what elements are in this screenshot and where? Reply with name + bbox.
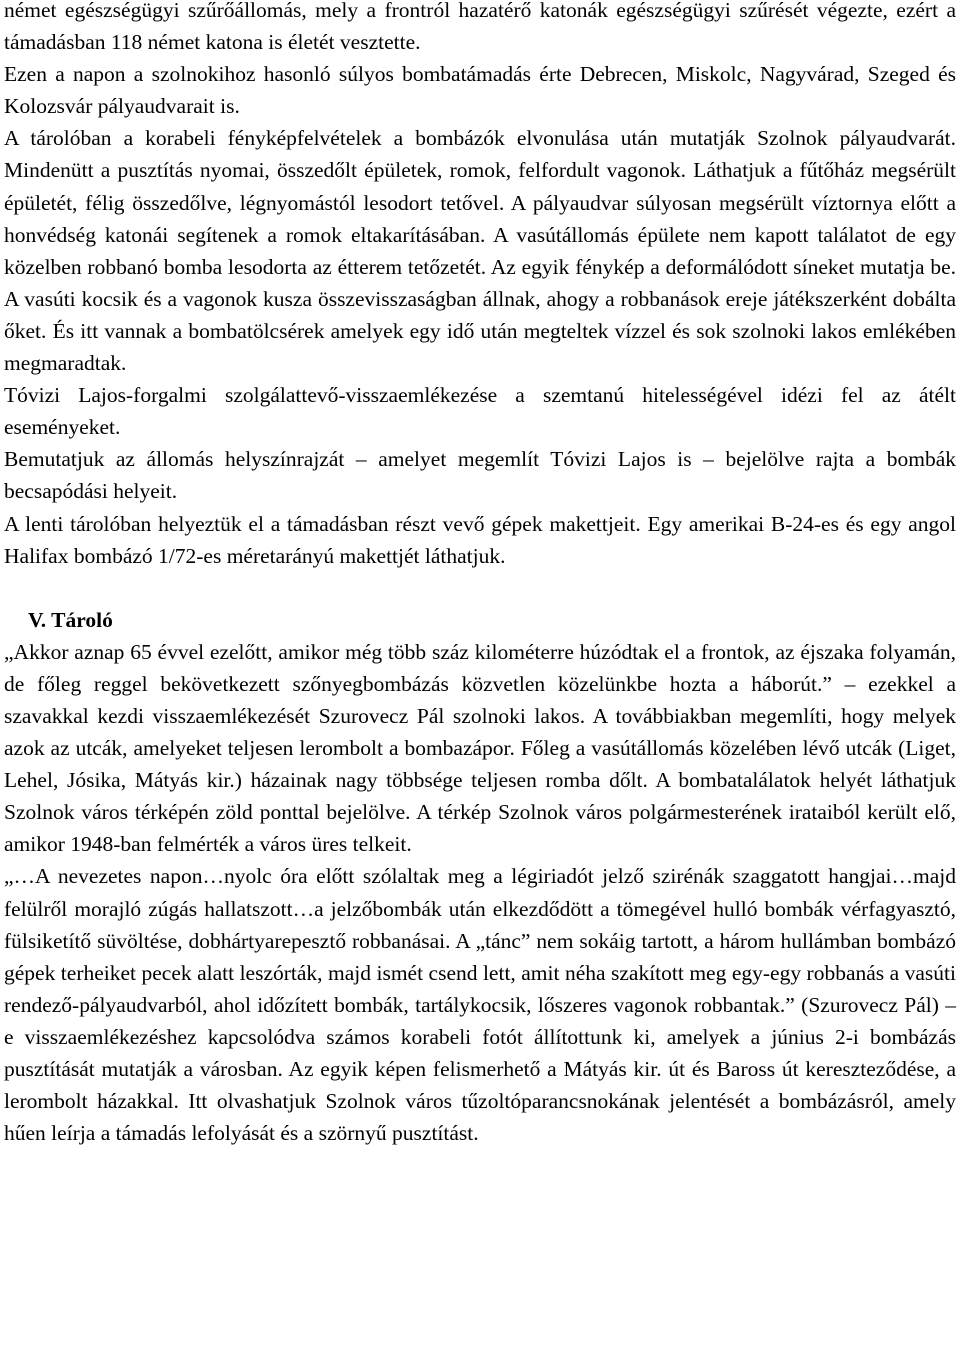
- paragraph-site-plan: Bemutatjuk az állomás helyszínrajzát – amelyet megemlít Tóvizi Lajos is – bejelölve rajta a bombák becsapódási helyeit.: [4, 447, 956, 504]
- paragraph-bombing-account: „…A nevezetes napon…nyolc óra előtt szólaltak meg a légiriadót jelző szirénák szaggatott hangjai…majd felülről morajló zúgás hallatszott…a jelzőbombák után elkezdődött a tömegével hulló bombák vérfagyasztó, fülsiketítő süvöltése, dobhártyarepesztő robbanásai. A „tánc” nem sokáig tartott, a három hullámban bombázó gépek terheiket pecek alatt leszórták, majd ismét csend lett, amit néha szakított meg egy-egy robbanás a vasúti rendező-pályaudvarból, ahol időzített bombák, tartálykocsik, lőszeres vagonok robbantak.” (Szurovecz Pál) – e visszaemlékezéshez kapcsolódva számos korabeli fotót állítottunk ki, amelyek a június 2-i bombázás pusztítását mutatják a városban. Az egyik képen felismerhető a Mátyás kir. út és Baross út kereszteződése, a lerombolt házakkal. Itt olvashatjuk Szolnok város tűzoltóparancsnokának jelentését a bombázásról, amely hűen leírja a támadás lefolyását és a szörnyű pusztítást.: [4, 864, 956, 1146]
- paragraph-other-cities: Ezen a napon a szolnokihoz hasonló súlyos bombatámadás érte Debrecen, Miskolc, Nagyvárad, Szeged és Kolozsvár pályaudvarait is.: [4, 62, 956, 119]
- paragraph-models: A lenti tárolóban helyeztük el a támadásban részt vevő gépek makettjeit. Egy amerikai B-24-es és egy angol Halifax bombázó 1/72-es méretarányú makettjét láthatjuk.: [4, 511, 956, 568]
- paragraph-szurovecz-quote: „Akkor aznap 65 évvel ezelőtt, amikor még több száz kilométerre húzódtak el a frontok, az éjszaka folyamán, de főleg reggel bekövetkezett szőnyegbombázás közvetlen közelünkbe hozta a háborút.” – ezekkel a szavakkal kezdi visszaemlékezését Szurovecz Pál szolnoki lakos. A továbbiakban megemlíti, hogy melyek azok az utcák, amelyeket teljesen lerombolt a bombazápor. Főleg a vasútállomás közelében lévő utcák (Liget, Lehel, Jósika, Mátyás kir.) házainak nagy többsége teljesen romba dőlt. A bombatalálatok helyét láthatjuk Szolnok város térképén zöld ponttal bejelölve. A térkép Szolnok város polgármesterének irataiból került elő, amikor 1948-ban felmérték a város üres telkeit.: [4, 639, 956, 857]
- paragraph-casualties: német egészségügyi szűrőállomás, mely a frontról hazatérő katonák egészségügyi szűrését végezte, ezért a támadásban 118 német katona is életét vesztette.: [4, 0, 956, 55]
- section-heading: V. Tároló: [28, 607, 113, 632]
- paragraph-tovizi-recollection: Tóvizi Lajos-forgalmi szolgálattevő-visszaemlékezése a szemtanú hitelességével idézi fel az átélt eseményeket.: [4, 383, 956, 440]
- document-page: [4, 0, 956, 1149]
- paragraph-photographs: A tárolóban a korabeli fényképfelvételek a bombázók elvonulása után mutatják Szolnok pályaudvarát. Mindenütt a pusztítás nyomai, összedőlt épületek, romok, felfordult vagonok. Láthatjuk a fűtőház megsérült épületét, félig összedőlve, légnyomástól lesodort tetővel. A pályaudvar súlyosan megsérült víztornya előtt a honvédség katonái segítenek a romok eltakarításában. A vasútállomás épülete nem kapott találatot de egy közelben robbanó bomba lesodorta az étterem tetőzetét. Az egyik fénykép a deformálódott síneket mutatja be. A vasúti kocsik és a vagonok kusza összevisszaságban állnak, ahogy a robbanások ereje játékszerként dobálta őket. És itt vannak a bombatölcsérek amelyek egy idő után megteltek vízzel és sok szolnoki lakos emlékében megmaradtak.: [4, 126, 956, 376]
